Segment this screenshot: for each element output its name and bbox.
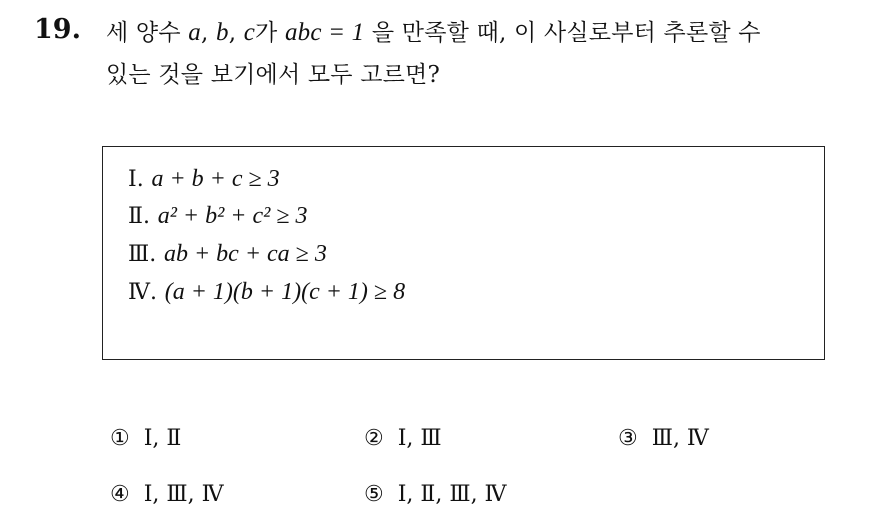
choice-text: Ⅰ, Ⅲ, Ⅳ: [143, 482, 224, 507]
stem-text: 을 만족할 때, 이 사실로부터 추론할 수: [364, 20, 761, 46]
statement-item-4: [128, 279, 405, 306]
choice-marker: ④: [110, 482, 130, 507]
statement-item-3: [128, 241, 327, 268]
choice-text: Ⅰ, Ⅱ, Ⅲ, Ⅳ: [397, 482, 507, 507]
problem-stem-line-2: 있는 것을 보기에서 모두 고르면?: [106, 62, 441, 88]
answer-choice-3[interactable]: [618, 426, 709, 451]
statement-numeral: Ⅳ.: [128, 280, 157, 305]
statement-expression: a² + b² + c² ≥ 3: [157, 203, 308, 229]
choice-marker: ①: [110, 426, 130, 451]
choice-text: Ⅰ, Ⅱ: [143, 426, 182, 451]
statement-item-2: [128, 203, 308, 230]
answer-choice-2[interactable]: [364, 426, 442, 451]
choice-marker: ③: [618, 426, 638, 451]
variable-c: c: [243, 19, 256, 46]
statement-item-1: [128, 166, 280, 193]
stem-text: 가: [255, 20, 285, 46]
choice-text: Ⅲ, Ⅳ: [651, 426, 709, 451]
separator: ,: [228, 20, 244, 46]
choice-marker: ②: [364, 426, 384, 451]
statement-numeral: Ⅲ.: [128, 242, 157, 267]
statement-expression: a + b + c ≥ 3: [151, 166, 280, 192]
separator: ,: [200, 20, 217, 46]
statement-expression: ab + bc + ca ≥ 3: [163, 241, 327, 267]
variable-b: b: [216, 19, 229, 46]
condition-expression: abc = 1: [284, 19, 365, 46]
choice-marker: ⑤: [364, 482, 384, 507]
statement-numeral: Ⅱ.: [128, 204, 150, 229]
variable-a: a: [188, 19, 201, 46]
stem-text: 세 양수: [106, 20, 189, 46]
choice-text: Ⅰ, Ⅲ: [397, 426, 442, 451]
answer-choice-1[interactable]: [110, 426, 181, 451]
answer-choice-4[interactable]: [110, 482, 224, 507]
problem-number: 19.: [34, 14, 81, 45]
answer-choice-5[interactable]: [364, 482, 507, 507]
statement-expression: (a + 1)(b + 1)(c + 1) ≥ 8: [164, 279, 406, 305]
statement-numeral: Ⅰ.: [128, 167, 144, 192]
problem-stem-line-1: [106, 14, 761, 47]
